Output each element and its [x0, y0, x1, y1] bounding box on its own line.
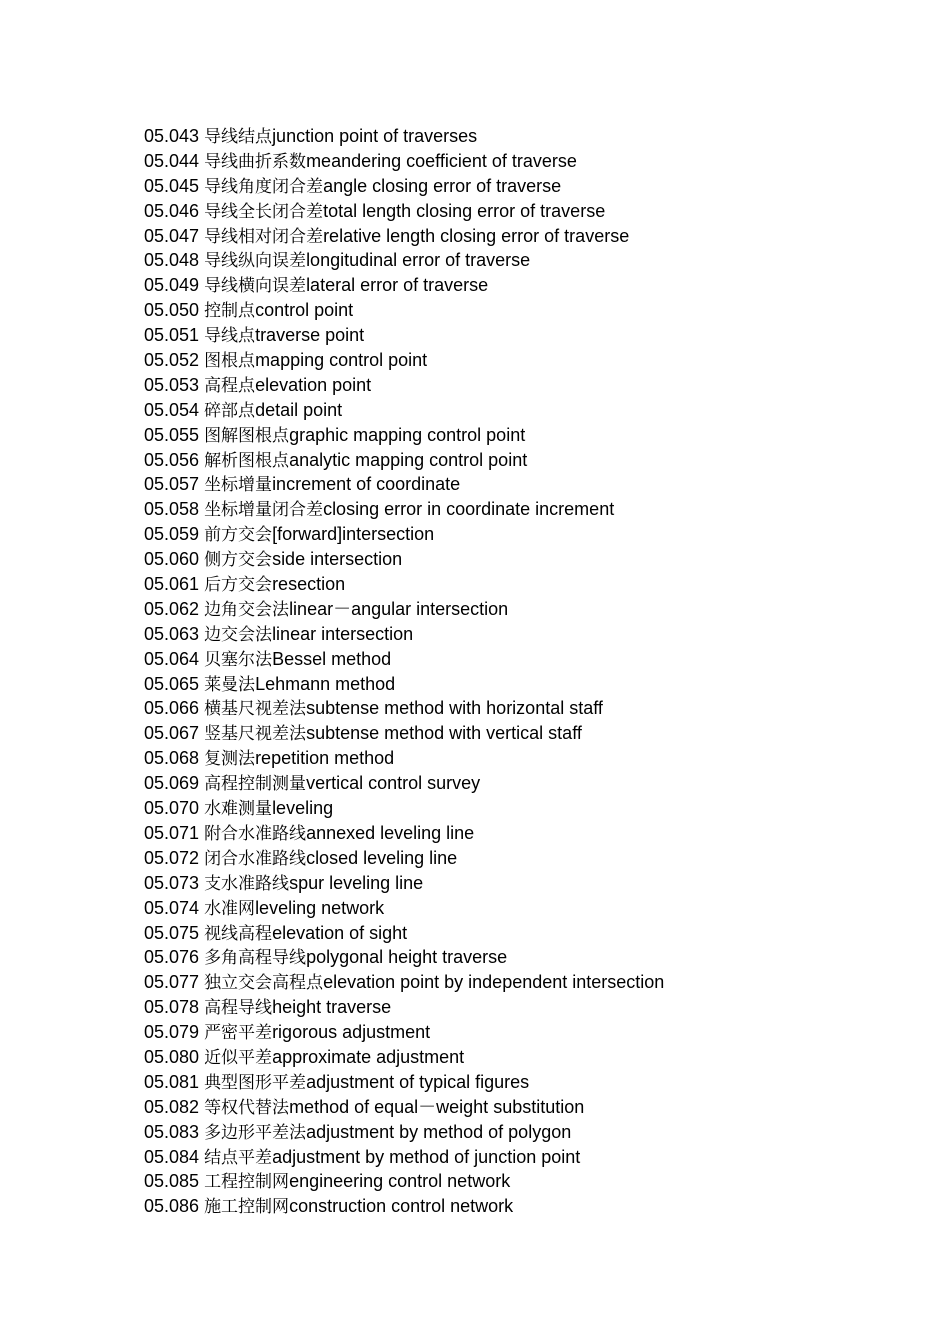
entry-chinese-term: 导线曲折系数 [204, 151, 307, 172]
glossary-entry [144, 945, 904, 970]
entry-code: 05.060 [144, 549, 200, 570]
entry-code: 05.070 [144, 798, 200, 819]
entry-chinese-term: 控制点 [204, 301, 256, 322]
glossary-entry [144, 1020, 904, 1045]
entry-english-term: control point [255, 300, 354, 321]
entry-chinese-term: 贝塞尔法 [204, 649, 273, 670]
entry-chinese-term: 结点平差 [204, 1147, 273, 1168]
entry-chinese-term: 典型图形平差 [204, 1072, 307, 1093]
entry-english-term: detail point [255, 399, 343, 420]
entry-chinese-term: 图解图根点 [204, 425, 290, 446]
entry-code: 05.067 [144, 723, 200, 744]
entry-english-term: meandering coefficient of traverse [306, 150, 577, 171]
entry-chinese-term: 横基尺视差法 [204, 699, 307, 720]
entry-chinese-term: 水准网 [204, 898, 256, 919]
entry-code: 05.085 [144, 1171, 200, 1192]
glossary-entry [144, 696, 904, 721]
entry-code: 05.077 [144, 972, 200, 993]
entry-chinese-term: 支水准路线 [204, 873, 290, 894]
glossary-entry [144, 547, 904, 572]
entry-english-term: Bessel method [272, 648, 392, 669]
entry-english-term: elevation point [255, 374, 372, 395]
entry-english-term: spur leveling line [289, 872, 424, 893]
glossary-entry [144, 721, 904, 746]
entry-english-term: longitudinal error of traverse [306, 250, 531, 271]
glossary-entry [144, 647, 904, 672]
entry-code: 05.046 [144, 200, 200, 221]
glossary-entry [144, 273, 904, 298]
glossary-entry [144, 248, 904, 273]
glossary-entry [144, 921, 904, 946]
entry-chinese-term: 高程控制测量 [204, 774, 307, 795]
entry-chinese-term: 图根点 [204, 351, 256, 372]
entry-english-term: subtense method with horizontal staff [306, 698, 603, 719]
entry-code: 05.084 [144, 1146, 200, 1167]
entry-english-term: adjustment by method of polygon [306, 1121, 572, 1142]
entry-chinese-term: 导线全长闭合差 [204, 201, 324, 222]
entry-code: 05.055 [144, 424, 200, 445]
entry-english-term: annexed leveling line [306, 822, 475, 843]
entry-chinese-term: 多角高程导线 [204, 948, 307, 969]
entry-code: 05.058 [144, 499, 200, 520]
entry-chinese-term: 高程导线 [204, 998, 273, 1019]
entry-code: 05.072 [144, 847, 200, 868]
entry-code: 05.080 [144, 1046, 200, 1067]
entry-chinese-term: 碎部点 [204, 400, 256, 421]
entry-code: 05.049 [144, 275, 200, 296]
glossary-entry [144, 224, 904, 249]
entry-chinese-term: 坐标增量 [204, 475, 273, 496]
entry-chinese-term: 边角交会法 [204, 599, 290, 620]
entry-chinese-term: 导线纵向误差 [204, 251, 307, 272]
entry-code: 05.047 [144, 225, 200, 246]
glossary-entry [144, 423, 904, 448]
glossary-entry [144, 597, 904, 622]
entry-code: 05.075 [144, 922, 200, 943]
entry-code: 05.069 [144, 773, 200, 794]
entry-chinese-term: 严密平差 [204, 1023, 273, 1044]
entry-chinese-term: 闭合水准路线 [204, 848, 307, 869]
entry-code: 05.056 [144, 449, 200, 470]
entry-code: 05.044 [144, 150, 200, 171]
entry-code: 05.053 [144, 374, 200, 395]
entry-english-term: elevation of sight [272, 922, 408, 943]
entry-english-term: polygonal height traverse [306, 947, 508, 968]
glossary-entry [144, 796, 904, 821]
glossary-entry [144, 821, 904, 846]
entry-english-term: total length closing error of traverse [323, 200, 606, 221]
entry-english-term: linear intersection [272, 623, 414, 644]
entry-code: 05.086 [144, 1196, 200, 1217]
glossary-entry [144, 846, 904, 871]
entry-code: 05.083 [144, 1121, 200, 1142]
entry-code: 05.063 [144, 623, 200, 644]
entry-english-term: graphic mapping control point [289, 424, 526, 445]
glossary-entry [144, 1070, 904, 1095]
entry-english-term: analytic mapping control point [289, 449, 528, 470]
entry-english-term: resection [272, 574, 346, 595]
glossary-entry [144, 199, 904, 224]
entry-chinese-term: 独立交会高程点 [204, 973, 324, 994]
entry-code: 05.079 [144, 1022, 200, 1043]
glossary-entry [144, 149, 904, 174]
entry-english-term: side intersection [272, 549, 403, 570]
glossary-entry [144, 373, 904, 398]
glossary-entry [144, 746, 904, 771]
glossary-entry [144, 497, 904, 522]
entry-chinese-term: 莱曼法 [204, 674, 256, 695]
entry-chinese-term: 复测法 [204, 749, 256, 770]
entry-english-term: angle closing error of traverse [323, 175, 562, 196]
entry-code: 05.065 [144, 673, 200, 694]
entry-chinese-term: 视线高程 [204, 923, 273, 944]
glossary-entry [144, 572, 904, 597]
entry-code: 05.059 [144, 524, 200, 545]
glossary-entry [144, 1169, 904, 1194]
entry-chinese-term: 附合水准路线 [204, 823, 307, 844]
entry-chinese-term: 工程控制网 [204, 1172, 290, 1193]
entry-code: 05.064 [144, 648, 200, 669]
glossary-term-list [144, 124, 904, 1219]
entry-chinese-term: 多边形平差法 [204, 1122, 307, 1143]
entry-chinese-term: 近似平差 [204, 1047, 273, 1068]
glossary-entry [144, 174, 904, 199]
entry-english-term: Lehmann method [255, 673, 396, 694]
glossary-entry [144, 970, 904, 995]
entry-chinese-term: 解析图根点 [204, 450, 290, 471]
glossary-entry [144, 1120, 904, 1145]
entry-english-term: adjustment by method of junction point [272, 1146, 581, 1167]
entry-code: 05.057 [144, 474, 200, 495]
entry-english-term: subtense method with vertical staff [306, 723, 582, 744]
entry-code: 05.068 [144, 748, 200, 769]
entry-english-term: closing error in coordinate increment [323, 499, 615, 520]
entry-chinese-term: 边交会法 [204, 624, 273, 645]
entry-chinese-term: 水难测量 [204, 799, 273, 820]
entry-chinese-term: 高程点 [204, 375, 256, 396]
glossary-entry [144, 298, 904, 323]
entry-code: 05.052 [144, 350, 200, 371]
entry-english-term: adjustment of typical figures [306, 1071, 530, 1092]
entry-code: 05.043 [144, 126, 200, 146]
entry-code: 05.078 [144, 997, 200, 1018]
entry-chinese-term: 导线结点 [204, 127, 273, 147]
entry-english-term: vertical control survey [306, 773, 481, 794]
entry-chinese-term: 坐标增量闭合差 [204, 500, 324, 521]
glossary-entry [144, 1194, 904, 1219]
entry-english-term: mapping control point [255, 350, 428, 371]
entry-english-term: elevation point by independent intersection [323, 972, 665, 993]
entry-english-term: junction point of traverses [272, 126, 478, 146]
glossary-entry [144, 995, 904, 1020]
glossary-entry [144, 672, 904, 697]
entry-code: 05.066 [144, 698, 200, 719]
glossary-entry [144, 1045, 904, 1070]
glossary-entry [144, 124, 904, 149]
entry-chinese-term: 侧方交会 [204, 550, 273, 571]
entry-english-term: method of equal－weight substitution [289, 1096, 585, 1117]
entry-chinese-term: 导线横向误差 [204, 276, 307, 297]
entry-english-term: closed leveling line [306, 847, 458, 868]
entry-code: 05.073 [144, 872, 200, 893]
entry-code: 05.048 [144, 250, 200, 271]
glossary-entry [144, 1095, 904, 1120]
glossary-entry [144, 398, 904, 423]
entry-english-term: [forward]intersection [272, 524, 435, 545]
glossary-entry [144, 472, 904, 497]
entry-english-term: engineering control network [289, 1171, 511, 1192]
glossary-entry [144, 448, 904, 473]
entry-chinese-term: 导线角度闭合差 [204, 176, 324, 197]
entry-english-term: rigorous adjustment [272, 1022, 431, 1043]
entry-code: 05.081 [144, 1071, 200, 1092]
entry-chinese-term: 前方交会 [204, 525, 273, 546]
glossary-entry [144, 622, 904, 647]
glossary-entry [144, 323, 904, 348]
entry-code: 05.062 [144, 598, 200, 619]
entry-english-term: repetition method [255, 748, 395, 769]
entry-code: 05.082 [144, 1096, 200, 1117]
entry-code: 05.051 [144, 325, 200, 346]
entry-english-term: leveling network [255, 897, 385, 918]
entry-chinese-term: 施工控制网 [204, 1197, 290, 1218]
glossary-entry [144, 348, 904, 373]
entry-chinese-term: 导线相对闭合差 [204, 226, 324, 247]
glossary-entry [144, 1145, 904, 1170]
entry-english-term: linear－angular intersection [289, 598, 509, 619]
entry-english-term: relative length closing error of traverse [323, 225, 630, 246]
entry-code: 05.050 [144, 300, 200, 321]
entry-english-term: leveling [272, 798, 334, 819]
entry-chinese-term: 导线点 [204, 326, 256, 347]
entry-chinese-term: 后方交会 [204, 575, 273, 596]
glossary-entry [144, 896, 904, 921]
glossary-entry [144, 771, 904, 796]
entry-english-term: traverse point [255, 325, 365, 346]
entry-english-term: lateral error of traverse [306, 275, 489, 296]
entry-chinese-term: 等权代替法 [204, 1097, 290, 1118]
entry-english-term: approximate adjustment [272, 1046, 465, 1067]
entry-code: 05.074 [144, 897, 200, 918]
entry-english-term: increment of coordinate [272, 474, 461, 495]
entry-code: 05.071 [144, 822, 200, 843]
glossary-entry [144, 522, 904, 547]
entry-code: 05.076 [144, 947, 200, 968]
entry-code: 05.054 [144, 399, 200, 420]
entry-english-term: construction control network [289, 1196, 514, 1217]
entry-code: 05.061 [144, 574, 200, 595]
entry-english-term: height traverse [272, 997, 392, 1018]
glossary-entry [144, 871, 904, 896]
entry-chinese-term: 竖基尺视差法 [204, 724, 307, 745]
entry-code: 05.045 [144, 175, 200, 196]
